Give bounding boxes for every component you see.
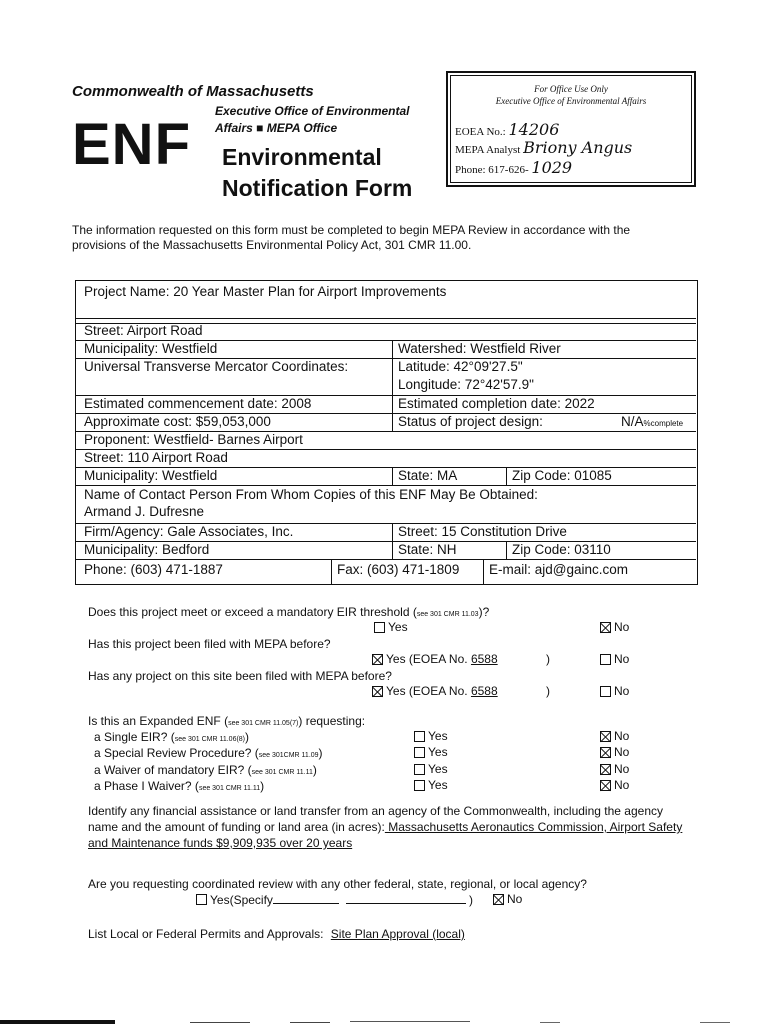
sub-question-text: a Single EIR? ( [94,730,175,744]
coordinated-review-yes-checkbox[interactable] [196,894,207,905]
single-eir-question [94,730,249,744]
project-info-table [75,280,698,585]
site-filed-no-checkbox[interactable] [600,686,611,697]
financial-question-text: Identify any financial assistance or land transfer from an agency of the Commonwealth, including the agency name and the amount of funding or land area (in acres): [88,804,663,834]
commencement-date[interactable]: Estimated commencement date: 2008 [84,396,312,411]
special-review-no-checkbox[interactable] [600,747,611,758]
analyst-label: MEPA Analyst [455,144,521,156]
sub-question-ref: see 301CMR 11.09 [258,752,319,759]
filed-before-question: Has this project been filed with MEPA before? [88,637,331,651]
eoea-number-row [455,120,559,139]
column-divider [506,541,507,559]
filed-before-yes-checkbox[interactable] [372,654,383,665]
project-name[interactable]: Project Name: 20 Year Master Plan for Airport Improvements [84,284,447,299]
expanded-enf-question [88,714,365,728]
site-filed-no-label: No [614,684,630,698]
coordinated-review-yes-row [210,892,473,907]
project-street[interactable]: Street: Airport Road [84,323,203,338]
proponent-state[interactable]: State: MA [398,468,458,483]
intro-paragraph: The information requested on this form must be completed to begin MEPA Review in accordance with the provisions of the Massachusetts Environmental Policy Act, 301 CMR 11.00. [72,223,631,252]
phone-value[interactable]: 1029 [531,158,573,177]
special-review-no-label: No [614,745,630,759]
sub-question-ref: see 301 CMR 11.11 [251,769,313,776]
scan-edge-artifact [0,1019,770,1024]
contact-email[interactable]: E-mail: ajd@gainc.com [489,562,629,577]
financial-assistance-question [88,803,688,851]
analyst-row [455,138,632,157]
eir-threshold-question [88,605,489,619]
close-paren: ) [468,893,473,907]
longitude[interactable]: Longitude: 72°42'57.9" [398,377,534,392]
sub-question-text: a Waiver of mandatory EIR? ( [94,763,252,777]
sub-question-ref: see 301 CMR 11.11 [198,785,261,792]
contact-label: Name of Contact Person From Whom Copies of this ENF May Be Obtained: [84,487,538,502]
firm-zip[interactable]: Zip Code: 03110 [512,542,611,557]
proponent-zip[interactable]: Zip Code: 01085 [512,468,612,483]
office-use-heading: For Office Use Only [534,84,608,94]
column-divider [483,559,484,584]
design-status-percent: N/A [621,414,644,429]
yes-eoea-label: Yes (EOEA No. [386,684,468,698]
phone-row [455,158,572,177]
waiver-eir-yes-label: Yes [428,762,448,776]
form-title-line-1: Environmental [222,144,382,170]
firm-street[interactable]: Street: 15 Constitution Drive [398,524,567,539]
close-paren: ) [312,763,317,777]
enf-logo: ENF [72,112,191,177]
question-text-end: )? [478,605,490,619]
eoea-number-label: EOEA No.: [455,126,506,138]
question-ref: see 301 CMR 11.05(7) [228,720,299,727]
coordinated-review-no-label: No [507,892,523,906]
eir-threshold-no-label: No [614,620,630,634]
financial-answer[interactable]: Massachusetts Aeronautics Commission, Airport Safety and Maintenance funds $9,909,935 over 20 years [88,820,683,850]
latitude[interactable]: Latitude: 42°09'27.5" [398,359,523,374]
commonwealth-heading: Commonwealth of Massachusetts [72,83,314,100]
sub-question-ref: see 301 CMR 11.06(8) [174,736,246,743]
analyst-value[interactable]: Briony Angus [523,138,633,157]
contact-name[interactable]: Armand J. Dufresne [84,504,205,519]
contact-fax[interactable]: Fax: (603) 471-1809 [337,562,460,577]
column-divider [506,467,507,485]
site-filed-question: Has any project on this site been filed with MEPA before? [88,669,392,683]
waiver-eir-yes-checkbox[interactable] [414,764,425,775]
office-use-box [446,71,696,187]
row-divider [76,559,696,560]
column-divider [392,523,393,559]
filed-before-no-checkbox[interactable] [600,654,611,665]
single-eir-no-label: No [614,729,630,743]
firm-municipality[interactable]: Municipality: Bedford [84,542,210,557]
completion-date[interactable]: Estimated completion date: 2022 [398,396,595,411]
phase1-waiver-no-label: No [614,778,630,792]
close-paren: ) [318,746,323,760]
yes-eoea-label: Yes (EOEA No. [386,652,468,666]
contact-phone[interactable]: Phone: (603) 471-1887 [84,562,223,577]
close-paren: ) [260,779,265,793]
single-eir-yes-checkbox[interactable] [414,731,425,742]
sub-question-text: a Phase I Waiver? ( [94,779,199,793]
design-status-label: Status of project design: [398,414,543,429]
question-text: Is this an Expanded ENF ( [88,714,229,728]
specify-field-2[interactable] [346,892,466,904]
column-divider [392,340,393,431]
waiver-eir-question [94,763,317,777]
phase1-waiver-yes-label: Yes [428,778,448,792]
special-review-yes-label: Yes [428,745,448,759]
approximate-cost[interactable]: Approximate cost: $59,053,000 [84,414,271,429]
permits-answer[interactable]: Site Plan Approval (local) [330,927,465,941]
phase1-waiver-yes-checkbox[interactable] [414,780,425,791]
coordinated-yes-label: Yes(Specify [210,893,273,907]
single-eir-yes-label: Yes [428,729,448,743]
column-divider [331,559,332,584]
row-divider [76,485,696,486]
eoea-number-value[interactable]: 14206 [508,120,560,139]
phase1-waiver-no-checkbox[interactable] [600,780,611,791]
permits-question [88,927,465,941]
permits-question-text: List Local or Federal Permits and Approvals: [88,927,324,941]
watershed[interactable]: Watershed: Westfield River [398,341,561,356]
question-text: Does this project meet or exceed a mandatory EIR threshold ( [88,605,417,619]
utm-label: Universal Transverse Mercator Coordinates: [84,359,349,374]
design-status-suffix: %complete [643,419,684,428]
office-line-1: Executive Office of Environmental [215,104,410,118]
phase1-waiver-question [94,779,264,793]
question-text-end: ) requesting: [298,714,366,728]
project-municipality[interactable]: Municipality: Westfield [84,341,218,356]
form-title-line-2: Notification Form [222,175,413,201]
single-eir-no-checkbox[interactable] [600,731,611,742]
coordinated-review-question: Are you requesting coordinated review with any other federal, state, regional, or local agency? [88,877,587,891]
special-review-yes-checkbox[interactable] [414,747,425,758]
proponent-name[interactable]: Proponent: Westfield- Barnes Airport [84,432,303,447]
waiver-eir-no-checkbox[interactable] [600,764,611,775]
filed-before-no-label: No [614,652,630,666]
design-status-value[interactable] [621,414,683,432]
close-paren: ) [545,684,550,698]
site-filed-yes-label [386,684,550,698]
firm-agency[interactable]: Firm/Agency: Gale Associates, Inc. [84,524,294,539]
special-review-question [94,746,323,760]
close-paren: ) [545,652,550,666]
eir-threshold-yes-checkbox[interactable] [374,622,385,633]
coordinated-review-no-checkbox[interactable] [493,894,504,905]
column-divider [392,467,393,485]
office-use-subheading: Executive Office of Environmental Affairs [495,96,647,106]
office-line-2: Affairs ■ MEPA Office [215,121,338,135]
eoea-number-field[interactable]: 6588 [470,652,498,666]
proponent-municipality[interactable]: Municipality: Westfield [84,468,218,483]
filed-before-yes-label [386,652,550,666]
waiver-eir-no-label: No [614,762,630,776]
eoea-number-field[interactable]: 6588 [470,684,498,698]
site-filed-yes-checkbox[interactable] [372,686,383,697]
question-ref: see 301 CMR 11.03 [416,611,479,618]
sub-question-text: a Special Review Procedure? ( [94,746,259,760]
row-divider [76,318,696,319]
eir-threshold-yes-label: Yes [388,620,408,634]
firm-state[interactable]: State: NH [398,542,457,557]
eir-threshold-no-checkbox[interactable] [600,622,611,633]
phone-label: Phone: 617-626- [455,164,529,176]
close-paren: ) [245,730,250,744]
specify-field-1[interactable] [273,892,339,904]
proponent-street[interactable]: Street: 110 Airport Road [84,450,228,465]
